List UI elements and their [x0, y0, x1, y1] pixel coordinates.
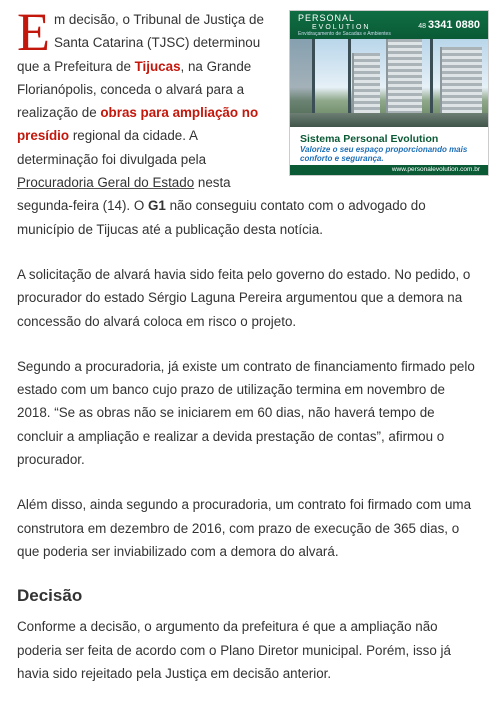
paragraph-5: Conforme a decisão, o argumento da prefeitura é que a ampliação não poderia ser feita de acordo com o Plano Diretor municipal. Porém, isso já havia sido rejeitado pela Justiça em decisão anterior. — [17, 619, 451, 681]
ad-building-3 — [440, 47, 482, 113]
link-tijucas[interactable]: Tijucas — [134, 58, 181, 74]
lead-text: m decisão, o Tribunal de Justiça de Santa Catarina (TJSC) determinou que a Prefeitura de — [17, 12, 264, 74]
ad-logo-main: PERSONAL — [298, 13, 356, 23]
lead-text: regional da cidade. A determinação foi divulgada pela — [17, 128, 207, 167]
paragraph-2: A solicitação de alvará havia sido feita pelo governo do estado. No pedido, o procurador do estado Sérgio Laguna Pereira argumentou que a demora na concessão do alvará coloca em risco o projeto. — [17, 266, 471, 329]
ad-logo-sub: EVOLUTION — [312, 24, 371, 31]
ad-photo-balcony — [290, 39, 488, 127]
link-obras-ampliacao[interactable]: obras para ampliação no presídio — [17, 105, 259, 144]
drop-cap: E — [17, 2, 50, 62]
ad-header — [290, 11, 488, 39]
ad-footer — [290, 127, 488, 175]
ad-phone-prefix: 48 — [418, 23, 426, 30]
g1-brand: G1 — [148, 198, 166, 214]
ad-title: Sistema Personal Evolution — [300, 133, 439, 145]
lead-text: , na Grande Florianópolis, conceda o alvará para a realização de — [17, 58, 252, 121]
ad-building-2 — [386, 39, 422, 113]
ad-slogan: Valorize o seu espaço proporcionando mais conforto e segurança. — [300, 145, 468, 163]
ad-building-1 — [352, 53, 380, 113]
ad-logo — [298, 14, 370, 32]
lead-text: nesta segunda-feira (14). O — [17, 175, 231, 214]
article-body — [17, 2, 482, 707]
ad-tagline: Envidraçamento de Sacadas e Ambientes — [298, 31, 391, 37]
paragraph-3: Segundo a procuradoria, já existe um contrato de financiamento firmado pelo estado com um banco cujo prazo de utilização termina em novembro de 2018. “Se as obras não se iniciarem em 60 dias, não haverá tempo de concluir a ampliação e realizar a devida prestação de contas”, afirmou o procurador. — [17, 358, 475, 468]
ad-phone — [418, 19, 480, 31]
advertisement-banner[interactable] — [289, 10, 489, 176]
link-procuradoria[interactable]: Procuradoria Geral do Estado — [17, 175, 195, 191]
lead-text: não conseguiu contato com o advogado do município de Tijucas até a publicação desta notícia. — [17, 198, 426, 237]
section-heading-decisao: Decisão — [17, 586, 83, 606]
ad-phone-number: 3341 0880 — [428, 19, 480, 31]
ad-url[interactable]: www.personalevolution.com.br — [290, 165, 488, 175]
paragraph-4: Além disso, ainda segundo a procuradoria, um contrato foi firmado com uma construtora em dezembro de 2016, com prazo de execução de 365 dias, o que poderia ser inviabilizado com a demora do alvará. — [17, 497, 472, 559]
ad-balcony-rail — [290, 113, 488, 127]
